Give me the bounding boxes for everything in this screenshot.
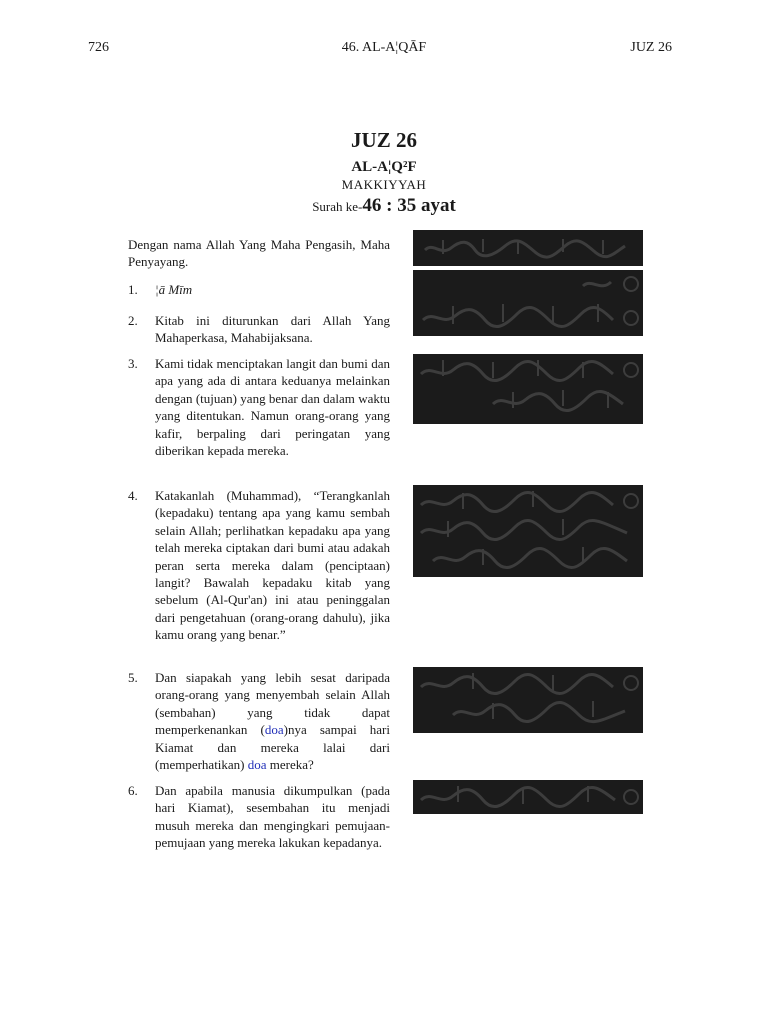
verse-6 — [128, 782, 390, 852]
basmala-translation: Dengan nama Allah Yang Maha Pengasih, Maha Penyayang. — [128, 237, 390, 270]
verse-5 — [128, 669, 390, 773]
arabic-script-image — [413, 354, 643, 424]
verse-number: 6. — [128, 783, 138, 798]
verse-number: 2. — [128, 313, 138, 328]
surah-info-main: 46 : 35 ayat — [362, 195, 456, 216]
arabic-verse-3-image — [413, 354, 643, 424]
verse-text-part: Dan siapakah yang lebih sesat daripada orang-orang yang menyembah selain Allah (sembahan) yang tidak dapat memperkenankan ( — [155, 670, 390, 738]
verse-text-part: )nya sampai hari Kiamat dan mereka lalai dari (memperhatikan) — [155, 722, 391, 773]
verse-text: Katakanlah (Muhammad), “Terangkanlah (kepadaku) tentang apa yang kamu sembah selain Allah; perlihatkan kepadaku apa yang telah mereka ciptakan dari bumi atau adakah peran serta mereka dalam (penciptaan) langit? Bawalah kepadaku kitab yang sebelum (Al-Qur'an) ini atau peninggalan dari pengetahuan (orang-orang dahulu), jika kamu orang yang benar.” — [155, 488, 390, 643]
arabic-script-image — [413, 485, 643, 577]
arabic-script-image — [413, 230, 643, 266]
verse-number: 1. — [128, 282, 138, 297]
doa-link[interactable]: doa — [247, 757, 267, 773]
doa-link[interactable]: doa — [264, 722, 284, 738]
page-number: 726 — [88, 40, 109, 55]
surah-info — [0, 195, 768, 217]
running-header-title: 46. AL-A¦QĀF — [341, 40, 427, 55]
revelation-place: MAKKIYYAH — [341, 177, 427, 192]
verse-text — [155, 669, 390, 773]
verse-2 — [128, 312, 390, 347]
arabic-script-image — [413, 667, 643, 733]
verse-text: Kami tidak menciptakan langit dan bumi dan apa yang ada di antara keduanya melainkan dengan (tujuan) yang benar dan dalam waktu yang ditentukan. Namun orang-orang yang kafir, berpaling dari peringatan yang diberikan kepada mereka. — [155, 356, 390, 459]
arabic-verse-1-2-image — [413, 270, 643, 336]
juz-heading: JUZ 26 — [351, 128, 417, 152]
verse-number: 5. — [128, 670, 138, 685]
arabic-verse-6-image — [413, 780, 643, 814]
arabic-verse-5-image — [413, 667, 643, 733]
arabic-script-image — [413, 780, 643, 814]
verse-1 — [128, 281, 390, 298]
arabic-verse-4-image — [413, 485, 643, 577]
verse-3 — [128, 355, 390, 459]
verse-number: 3. — [128, 356, 138, 371]
verse-text: Kitab ini diturunkan dari Allah Yang Mahaperkasa, Mahabijaksana. — [155, 313, 390, 346]
verse-4 — [128, 487, 390, 644]
verse-number: 4. — [128, 488, 138, 503]
surah-name: AL-A¦Q²F — [351, 159, 417, 175]
arabic-script-image — [413, 270, 643, 336]
running-header-juz: JUZ 26 — [630, 40, 672, 55]
verse-text: ¦ā Mīm — [155, 282, 193, 297]
verse-text: Dan apabila manusia dikumpulkan (pada hari Kiamat), sesembahan itu menjadi musuh mereka dan mengingkari pemujaan-pemujaan yang mereka lakukan kepadanya. — [155, 783, 390, 851]
surah-info-prefix: Surah ke- — [312, 199, 363, 214]
verse-text-part: mereka? — [266, 757, 314, 773]
arabic-basmala-image — [413, 230, 643, 266]
